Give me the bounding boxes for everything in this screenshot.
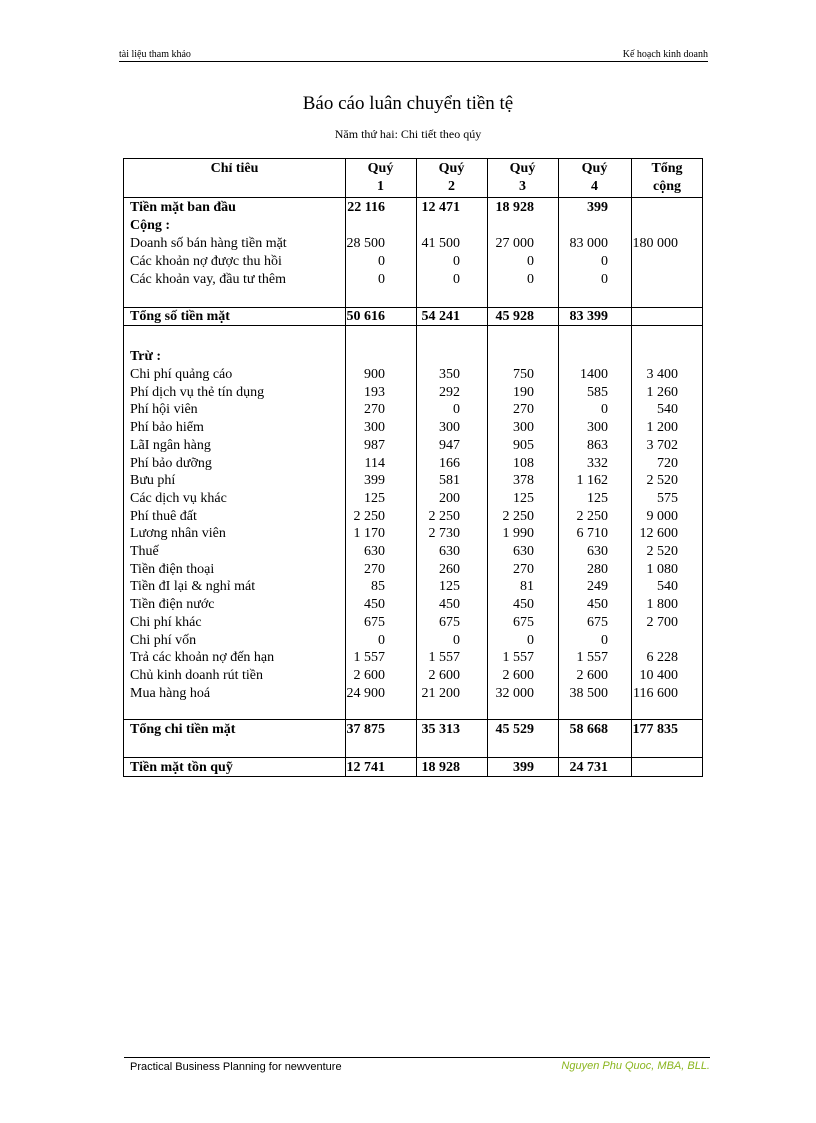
report-title: Báo cáo luân chuyển tiền tệ — [302, 93, 514, 114]
column-header: cộng — [653, 179, 681, 194]
column-header: Quý — [509, 161, 536, 176]
expense-row-value: 0 — [453, 632, 460, 648]
income-row-value: 0 — [601, 272, 608, 287]
cash-flow-table — [123, 158, 703, 777]
expense-row-value: 125 — [364, 490, 385, 506]
income-row-value: 27 000 — [495, 236, 534, 251]
expense-row-value: 200 — [439, 490, 460, 506]
expense-row-value: 0 — [601, 632, 608, 648]
income-row-value: 0 — [453, 254, 460, 269]
expense-row-value: 300 — [364, 420, 385, 436]
column-divider — [487, 159, 488, 776]
expense-row-value: 10 400 — [639, 667, 678, 683]
expense-row-value: 399 — [364, 473, 385, 489]
income-row-value: 0 — [527, 272, 534, 287]
expense-row-value: 260 — [439, 561, 460, 577]
closing-cash-row-value: 18 928 — [421, 760, 460, 775]
expense-row-value: 270 — [364, 402, 385, 418]
total-cash-row-value: 83 399 — [569, 309, 608, 324]
opening-cash-row-value: 399 — [587, 200, 608, 215]
expense-row-label: Bưu phí — [130, 473, 176, 489]
closing-cash-row-value: 24 731 — [569, 760, 608, 775]
expense-row-value: 450 — [439, 597, 460, 613]
expense-row-label: Phí thuê đất — [130, 508, 197, 524]
expense-row-label: Phí dịch vụ thẻ tín dụng — [130, 384, 265, 400]
row-divider — [124, 325, 702, 326]
expense-row-value: 2 600 — [576, 667, 608, 683]
expense-row-value: 1 557 — [353, 650, 385, 666]
expense-row-label: Lương nhân viên — [130, 526, 226, 542]
expense-row-value: 581 — [439, 473, 460, 489]
minus-section-label: Trừ : — [130, 349, 162, 364]
expense-row-value: 1 162 — [576, 473, 608, 489]
income-row-label: Doanh số bán hàng tiền mặt — [130, 236, 287, 251]
expense-row-value: 450 — [587, 597, 608, 613]
expense-row-label: Chi phí vốn — [130, 632, 197, 648]
column-header: Chỉ tiêu — [210, 161, 259, 176]
expense-row-value: 2 520 — [646, 473, 678, 489]
expense-row-value: 630 — [513, 544, 534, 559]
header-right-text: Kế hoạch kinh doanh — [622, 49, 708, 60]
expense-row-value: 630 — [587, 544, 608, 559]
expense-row-value: 125 — [513, 490, 534, 506]
plus-section-label: Cộng : — [130, 218, 171, 233]
expense-row-value: 2 250 — [502, 508, 534, 524]
income-row-value: 0 — [601, 254, 608, 269]
expense-row-value: 0 — [453, 402, 460, 418]
income-row-label: Các khoản nợ được thu hồi — [130, 254, 282, 269]
expense-row-value: 6 710 — [576, 526, 608, 542]
row-divider — [124, 719, 702, 720]
income-row-label: Các khoản vay, đầu tư thêm — [130, 272, 286, 287]
expense-row-value: 270 — [513, 402, 534, 418]
expense-row-label: Phí hội viên — [130, 402, 198, 418]
total-expense-row-label: Tổng chi tiền mặt — [130, 722, 236, 737]
expense-row-value: 32 000 — [495, 685, 534, 701]
expense-row-value: 12 600 — [639, 526, 678, 542]
expense-row-value: 585 — [587, 384, 608, 400]
expense-row-value: 300 — [587, 420, 608, 436]
expense-row-value: 2 600 — [502, 667, 534, 683]
income-row-value: 41 500 — [421, 236, 460, 251]
expense-row-value: 2 250 — [576, 508, 608, 524]
expense-row-value: 2 250 — [428, 508, 460, 524]
expense-row-value: 1 170 — [353, 526, 385, 542]
closing-cash-row-value: 12 741 — [346, 760, 385, 775]
total-expense-row-value: 37 875 — [346, 722, 385, 737]
expense-row-value: 0 — [527, 632, 534, 648]
expense-row-value: 193 — [364, 384, 385, 400]
opening-cash-row-value: 22 116 — [347, 200, 385, 215]
expense-row-value: 81 — [520, 579, 534, 595]
expense-row-value: 0 — [601, 402, 608, 418]
income-row-value: 28 500 — [346, 236, 385, 251]
expense-row-value: 292 — [439, 384, 460, 400]
column-header: Quý — [438, 161, 465, 176]
expense-row-label: Phí bảo hiểm — [130, 420, 204, 436]
expense-row-value: 125 — [439, 579, 460, 595]
expense-row-value: 1 557 — [576, 650, 608, 666]
expense-row-value: 166 — [439, 455, 460, 471]
closing-cash-row-value: 399 — [513, 760, 534, 775]
column-header: 1 — [377, 179, 384, 194]
total-expense-row-value: 177 835 — [632, 722, 678, 737]
header-left-text: tài liệu tham khảo — [119, 49, 191, 60]
expense-row-value: 24 900 — [346, 685, 385, 701]
expense-row-value: 947 — [439, 437, 460, 453]
expense-row-value: 108 — [513, 455, 534, 471]
total-expense-row-value: 58 668 — [569, 722, 608, 737]
expense-row-value: 116 600 — [633, 685, 678, 701]
expense-row-value: 0 — [378, 632, 385, 648]
expense-row-value: 675 — [587, 614, 608, 630]
expense-row-value: 540 — [657, 402, 678, 418]
expense-row-value: 863 — [587, 437, 608, 453]
opening-cash-row-value: 12 471 — [421, 200, 460, 215]
expense-row-value: 21 200 — [421, 685, 460, 701]
expense-row-value: 38 500 — [569, 685, 608, 701]
expense-row-label: Chi phí quảng cáo — [130, 367, 233, 382]
expense-row-value: 450 — [364, 597, 385, 613]
expense-row-value: 720 — [657, 455, 678, 471]
page-header — [119, 49, 708, 62]
expense-row-value: 1400 — [580, 367, 608, 382]
expense-row-label: Thuế — [130, 544, 159, 559]
column-divider — [558, 159, 559, 776]
expense-row-value: 332 — [587, 455, 608, 471]
expense-row-label: Các dịch vụ khác — [130, 490, 227, 506]
expense-row-value: 2 730 — [428, 526, 460, 542]
expense-row-value: 300 — [439, 420, 460, 436]
expense-row-value: 1 080 — [646, 561, 678, 577]
expense-row-value: 2 250 — [353, 508, 385, 524]
expense-row-value: 1 990 — [502, 526, 534, 542]
expense-row-value: 2 600 — [428, 667, 460, 683]
column-header: Quý — [367, 161, 394, 176]
footer-left-text: Practical Business Planning for newventure — [130, 1061, 342, 1073]
expense-row-value: 675 — [513, 614, 534, 630]
column-header: Quý — [581, 161, 608, 176]
column-divider — [416, 159, 417, 776]
report-subtitle: Năm thứ hai: Chi tiết theo qúy — [334, 127, 482, 141]
expense-row-value: 270 — [513, 561, 534, 577]
expense-row-value: 125 — [587, 490, 608, 506]
expense-row-value: 540 — [657, 579, 678, 595]
expense-row-value: 1 800 — [646, 597, 678, 613]
expense-row-label: Chủ kinh doanh rút tiền — [130, 667, 263, 683]
expense-row-value: 270 — [364, 561, 385, 577]
expense-row-value: 675 — [364, 614, 385, 630]
expense-row-value: 575 — [657, 490, 678, 506]
expense-row-value: 2 700 — [646, 614, 678, 630]
closing-cash-row-label: Tiền mặt tồn quỹ — [130, 760, 233, 775]
expense-row-value: 905 — [513, 437, 534, 453]
expense-row-label: Trả các khoản nợ đến hạn — [130, 650, 275, 666]
expense-row-value: 900 — [364, 367, 385, 382]
total-cash-row-label: Tổng số tiền mặt — [130, 309, 230, 324]
expense-row-value: 378 — [513, 473, 534, 489]
expense-row-value: 6 228 — [646, 650, 678, 666]
expense-row-value: 675 — [439, 614, 460, 630]
total-expense-row-value: 45 529 — [495, 722, 534, 737]
column-header: 3 — [519, 179, 526, 194]
expense-row-value: 9 000 — [646, 508, 678, 524]
column-header: 2 — [448, 179, 455, 194]
expense-row-value: 987 — [364, 437, 385, 453]
expense-row-value: 1 557 — [428, 650, 460, 666]
expense-row-value: 85 — [371, 579, 385, 595]
expense-row-value: 1 200 — [646, 420, 678, 436]
expense-row-label: Chi phí khác — [130, 614, 202, 630]
expense-row-value: 630 — [439, 544, 460, 559]
page-footer — [124, 1057, 710, 1073]
total-cash-row-value: 50 616 — [346, 309, 385, 324]
total-expense-row-value: 35 313 — [421, 722, 460, 737]
expense-row-value: 300 — [513, 420, 534, 436]
income-row-value: 180 000 — [632, 236, 678, 251]
opening-cash-row-label: Tiền mặt ban đầu — [130, 200, 236, 215]
expense-row-value: 350 — [439, 367, 460, 382]
expense-row-value: 450 — [513, 597, 534, 613]
expense-row-value: 190 — [513, 384, 534, 400]
row-divider — [124, 757, 702, 758]
income-row-value: 0 — [453, 272, 460, 287]
expense-row-value: 280 — [587, 561, 608, 577]
expense-row-value: 249 — [587, 579, 608, 595]
income-row-value: 0 — [527, 254, 534, 269]
expense-row-value: 1 557 — [502, 650, 534, 666]
expense-row-value: 750 — [513, 367, 534, 382]
expense-row-label: Tiền điện nước — [130, 597, 215, 613]
expense-row-label: LãI ngân hàng — [130, 437, 211, 453]
expense-row-label: Phí bảo dưỡng — [130, 455, 212, 471]
opening-cash-row-value: 18 928 — [495, 200, 534, 215]
footer-right-text: Nguyen Phu Quoc, MBA, BLL. — [561, 1060, 710, 1072]
expense-row-value: 1 260 — [646, 384, 678, 400]
expense-row-value: 3 702 — [646, 437, 678, 453]
column-header: 4 — [591, 179, 598, 194]
row-divider — [124, 197, 702, 198]
expense-row-value: 3 400 — [646, 367, 678, 382]
total-cash-row-value: 54 241 — [421, 309, 460, 324]
income-row-value: 0 — [378, 254, 385, 269]
income-row-value: 83 000 — [569, 236, 608, 251]
column-header: Tổng — [651, 161, 683, 176]
expense-row-label: Tiền đI lại & nghỉ mát — [130, 579, 256, 595]
income-row-value: 0 — [378, 272, 385, 287]
expense-row-label: Mua hàng hoá — [130, 685, 211, 701]
expense-row-value: 2 600 — [353, 667, 385, 683]
expense-row-value: 114 — [364, 455, 385, 471]
expense-row-label: Tiền điện thoại — [130, 561, 215, 577]
total-cash-row-value: 45 928 — [495, 309, 534, 324]
expense-row-value: 630 — [364, 544, 385, 559]
expense-row-value: 2 520 — [646, 544, 678, 559]
